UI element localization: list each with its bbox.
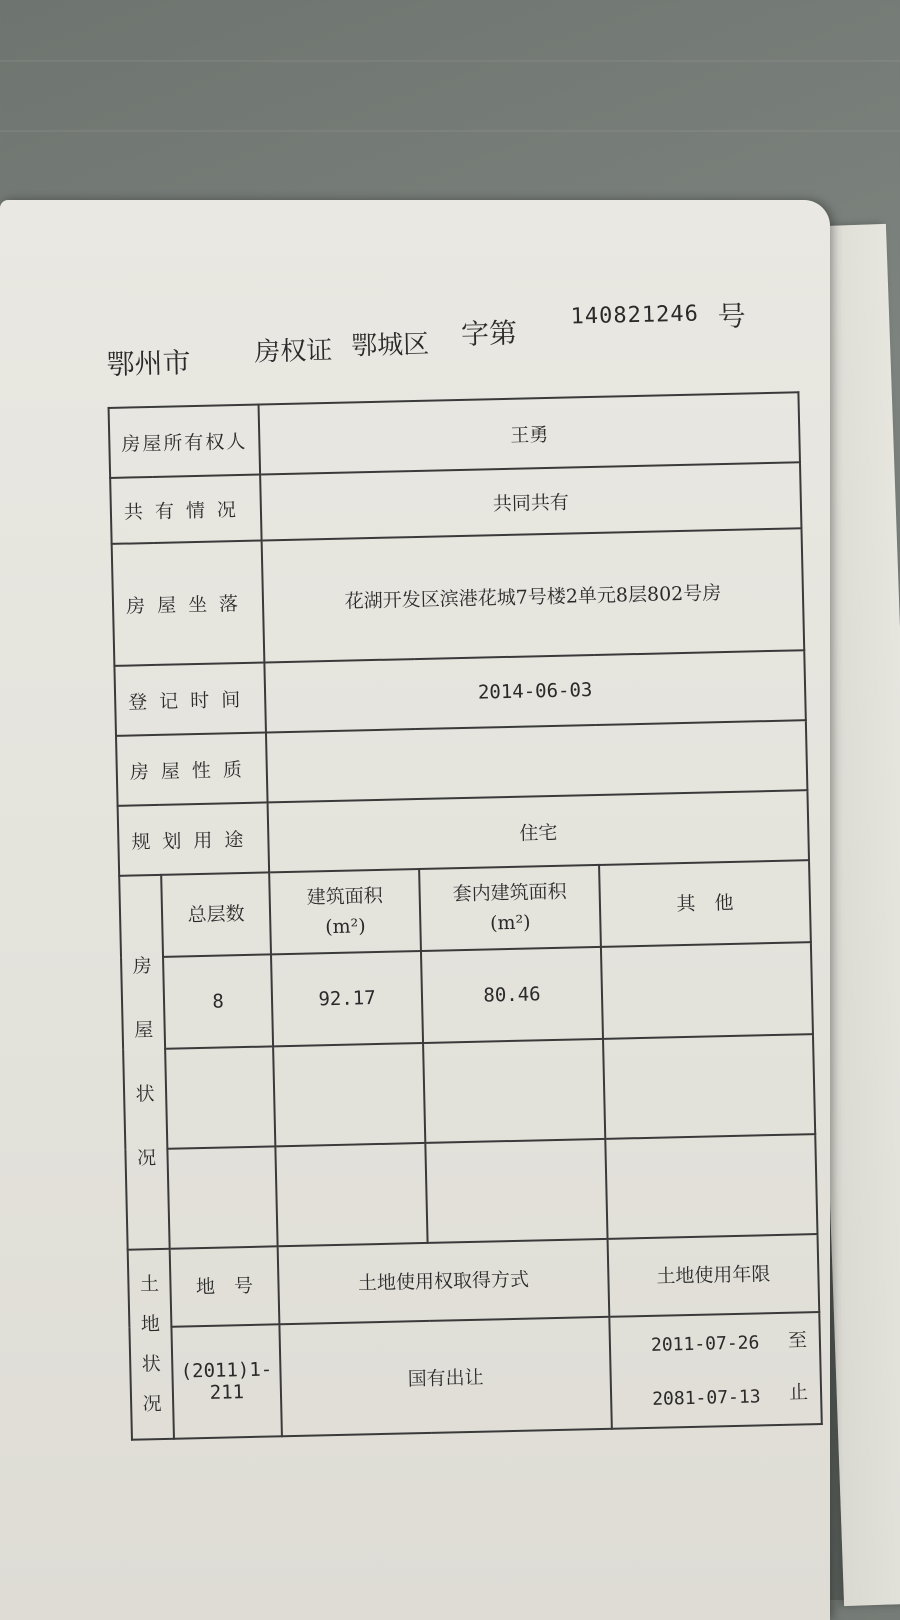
side-char: 房 — [132, 955, 152, 978]
house-data-row — [121, 942, 813, 1050]
side-char: 地 — [140, 1313, 161, 1336]
location-label: 房屋坐落 — [112, 541, 265, 666]
inner-area-value: 80.46 — [421, 947, 603, 1043]
usage-label: 规划用途 — [118, 802, 270, 875]
lot-no-line1: (2011)1- — [180, 1358, 273, 1383]
owner-label: 房屋所有权人 — [109, 405, 261, 478]
inner-area-unit: (m²) — [489, 911, 531, 935]
nature-label: 房屋性质 — [116, 732, 268, 805]
house-header-row — [119, 860, 811, 958]
inner-area-header-text: 套内建筑面积 — [452, 880, 567, 906]
empty-cell — [165, 1046, 275, 1148]
empty-cell — [167, 1146, 277, 1248]
other-header: 其 他 — [599, 860, 811, 947]
side-char: 况 — [142, 1393, 162, 1416]
side-char: 况 — [136, 1147, 157, 1170]
method-header: 土地使用权取得方式 — [278, 1239, 610, 1324]
area-value: 92.17 — [271, 951, 423, 1046]
nature-value — [266, 720, 807, 802]
reg-time-value: 2014-06-03 — [264, 650, 805, 732]
land-status-side-label — [128, 1249, 174, 1440]
empty-cell — [273, 1043, 425, 1146]
zidi-word: 字第 — [460, 316, 518, 351]
house-empty-row — [123, 1034, 815, 1150]
term-header: 土地使用年限 — [608, 1234, 820, 1317]
share-value: 共同共有 — [260, 462, 801, 540]
wood-grain — [0, 130, 900, 132]
reg-time-label: 登记时间 — [114, 662, 266, 735]
empty-cell — [423, 1039, 605, 1143]
wood-grain — [0, 60, 900, 62]
district-name: 鄂城区 — [350, 329, 430, 362]
side-char: 屋 — [133, 1019, 154, 1042]
method-value: 国有出让 — [279, 1317, 611, 1436]
lot-no-header: 地 号 — [170, 1246, 280, 1326]
share-label: 共有情况 — [110, 475, 261, 544]
area-header — [269, 869, 421, 954]
area-unit: (m²) — [324, 915, 366, 939]
certificate-sheet — [105, 279, 822, 1474]
side-char: 土 — [139, 1273, 160, 1296]
empty-cell — [275, 1143, 427, 1246]
area-header-text: 建筑面积 — [306, 884, 383, 909]
term-to-word: 至 — [787, 1329, 808, 1352]
term-start: 2011-07-26 — [650, 1332, 760, 1356]
term-dates — [610, 1313, 820, 1428]
other-value — [601, 942, 813, 1039]
certificate-number: 140821246 — [570, 301, 700, 330]
hao-word: 号 — [717, 299, 747, 334]
inner-area-header — [419, 865, 601, 951]
term-end-word: 止 — [788, 1381, 809, 1404]
side-char: 状 — [135, 1083, 155, 1106]
lot-no-value — [171, 1324, 282, 1438]
row-location — [112, 528, 805, 666]
certificate-table — [108, 391, 823, 1440]
city-name: 鄂州市 — [106, 346, 191, 381]
floors-value: 8 — [163, 954, 273, 1048]
empty-cell — [603, 1034, 815, 1139]
house-empty-row — [125, 1134, 817, 1250]
cert-word: 房权证 — [254, 335, 333, 368]
land-data-row — [129, 1312, 821, 1440]
floors-header: 总层数 — [161, 872, 271, 956]
term-value — [609, 1312, 822, 1429]
location-value: 花湖开发区滨港花城7号楼2单元8层802号房 — [262, 528, 805, 662]
empty-cell — [425, 1139, 607, 1243]
usage-value: 住宅 — [268, 790, 809, 872]
term-end: 2081-07-13 — [651, 1386, 761, 1410]
side-char: 状 — [141, 1353, 162, 1376]
certificate-header — [105, 279, 797, 381]
owner-value: 王勇 — [259, 392, 800, 474]
lot-no-line2: 211 — [209, 1381, 245, 1404]
empty-cell — [605, 1134, 817, 1239]
